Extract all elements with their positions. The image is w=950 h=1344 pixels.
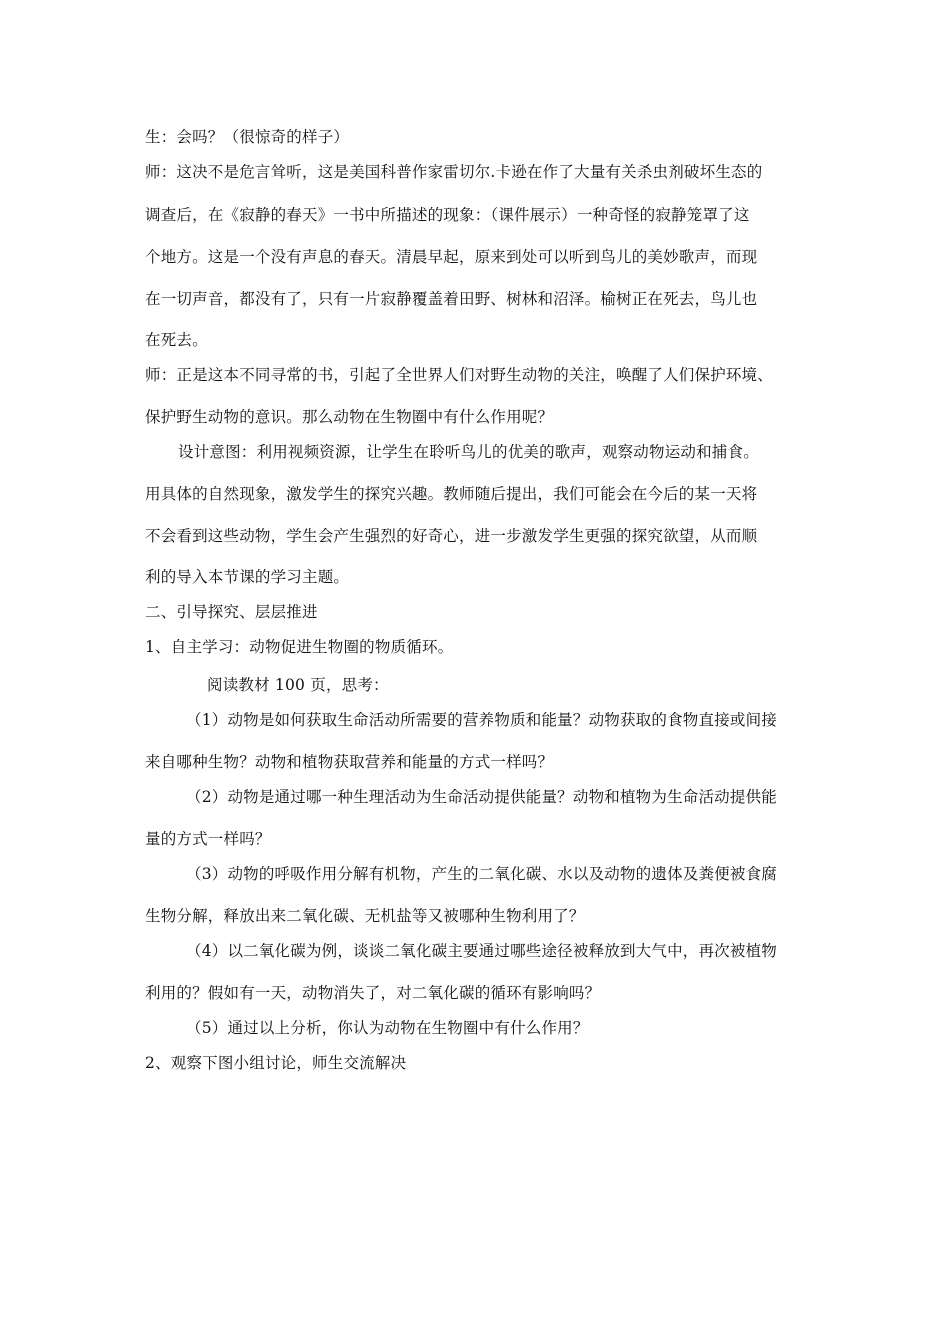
question-line: （4）以二氧化碳为例，谈谈二氧化碳主要通过哪些途径被释放到大气中，再次被植物	[186, 942, 777, 960]
question-line: 量的方式一样吗？	[145, 830, 271, 848]
question-line: 生物分解，释放出来二氧化碳、无机盐等又被哪种生物利用了？	[145, 907, 585, 925]
subsection-heading: 1、自主学习：动物促进生物圈的物质循环。	[145, 638, 454, 656]
question-line: 来自哪种生物？动物和植物获取营养和能量的方式一样吗？	[145, 753, 554, 771]
text-line: 师：正是这本不同寻常的书，引起了全世界人们对野生动物的关注，唤醒了人们保护环境、	[145, 366, 774, 384]
section-heading: 二、引导探究、层层推进	[145, 603, 318, 621]
text-line: 不会看到这些动物，学生会产生强烈的好奇心，进一步激发学生更强的探究欲望，从而顺	[145, 527, 758, 545]
text-line: 师：这决不是危言耸听，这是美国科普作家雷切尔.卡逊在作了大量有关杀虫剂破坏生态的	[145, 163, 763, 181]
question-line: （2）动物是通过哪一种生理活动为生命活动提供能量？动物和植物为生命活动提供能	[186, 788, 777, 806]
text-line: 调查后，在《寂静的春天》一书中所描述的现象：（课件展示）一种奇怪的寂静笼罩了这	[145, 206, 750, 224]
text-line: 用具体的自然现象，激发学生的探究兴趣。教师随后提出，我们可能会在今后的某一天将	[145, 485, 758, 503]
text-line: 个地方。这是一个没有声息的春天。清晨早起，原来到处可以听到鸟儿的美妙歌声，而现	[145, 248, 758, 266]
text-line: 在一切声音，都没有了，只有一片寂静覆盖着田野、树林和沼泽。榆树正在死去，鸟儿也	[145, 290, 758, 308]
question-line: （5）通过以上分析，你认为动物在生物圈中有什么作用？	[186, 1019, 589, 1037]
text-line: 阅读教材 100 页，思考：	[207, 676, 389, 694]
question-line: 利用的？假如有一天，动物消失了，对二氧化碳的循环有影响吗？	[145, 984, 601, 1002]
question-line: （3）动物的呼吸作用分解有机物，产生的二氧化碳、水以及动物的遗体及粪便被食腐	[186, 865, 777, 883]
text-line: 保护野生动物的意识。那么动物在生物圈中有什么作用呢？	[145, 408, 554, 426]
text-line: 利的导入本节课的学习主题。	[145, 568, 350, 586]
subsection-heading: 2、观察下图小组讨论，师生交流解决	[145, 1054, 407, 1072]
text-line: 生：会吗？（很惊奇的样子）	[145, 128, 350, 146]
text-line: 在死去。	[145, 331, 208, 349]
question-line: （1）动物是如何获取生命活动所需要的营养物质和能量？动物获取的食物直接或间接	[186, 711, 777, 729]
text-line: 设计意图：利用视频资源，让学生在聆听鸟儿的优美的歌声，观察动物运动和捕食。	[178, 443, 759, 461]
